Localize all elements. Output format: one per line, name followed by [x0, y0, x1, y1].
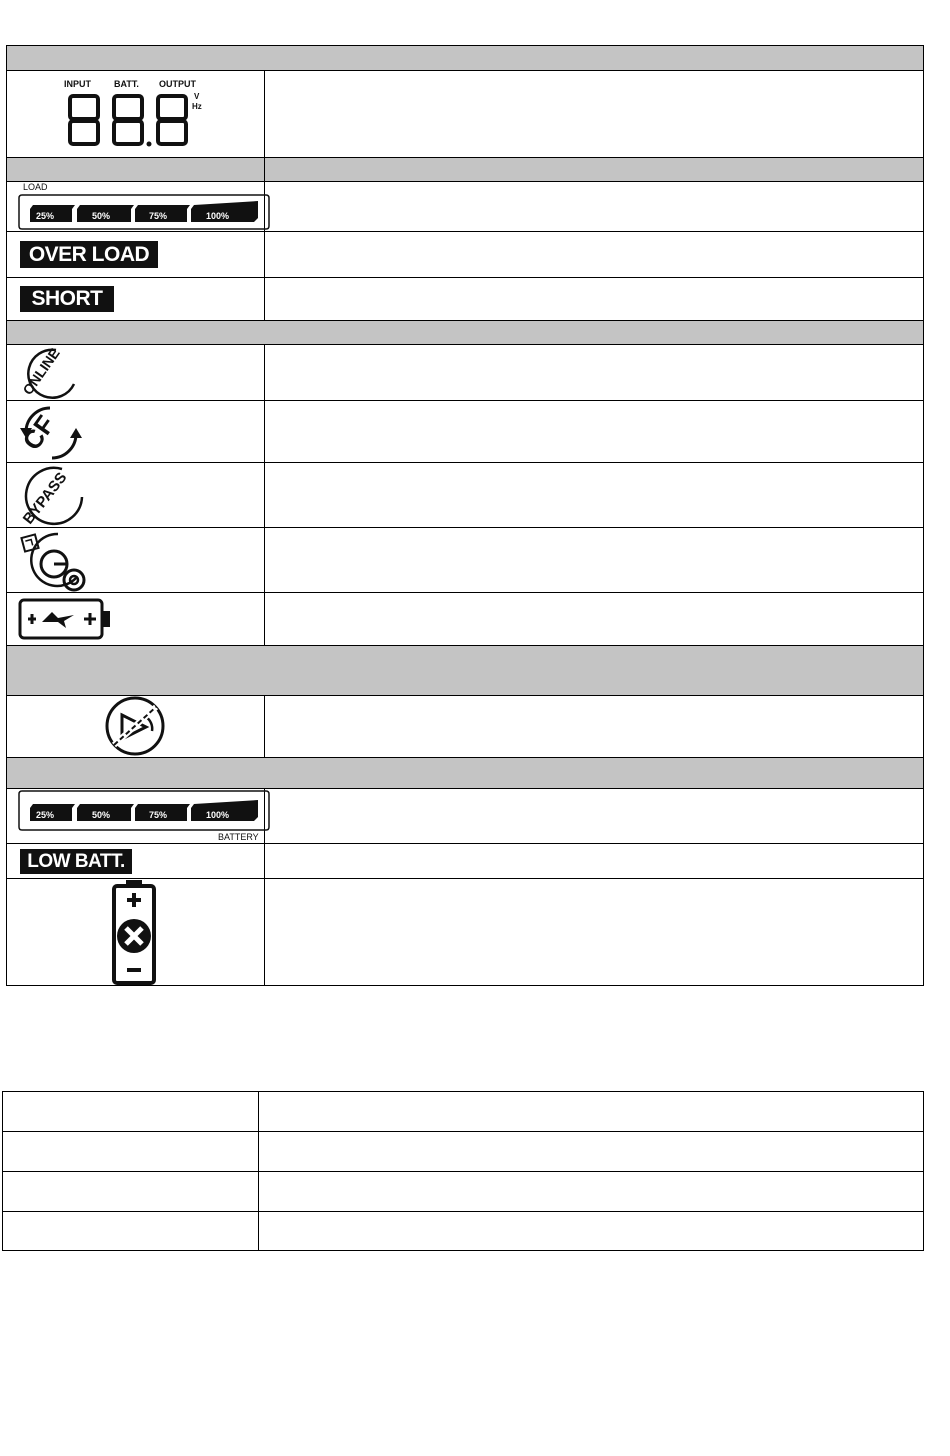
row-divider: [6, 320, 924, 321]
row-divider: [6, 592, 924, 593]
battery-segment-label: 100%: [206, 810, 230, 820]
section-header-band: [7, 46, 923, 70]
bypass-mode-icon: [16, 463, 88, 527]
over-load-indicator: OVER LOAD: [20, 241, 158, 268]
lcd-unit-v: V: [194, 92, 200, 101]
lcd-readout-icon: [56, 76, 216, 152]
row-divider: [6, 645, 924, 646]
cf-icon-label: CF: [16, 409, 61, 456]
battery-level-meter-icon: [18, 789, 270, 843]
load-segment-label: 50%: [92, 211, 111, 221]
low-battery-indicator: LOW BATT.: [20, 849, 132, 874]
row-divider: [6, 527, 924, 528]
row-divider: [2, 1131, 924, 1132]
load-segment-label: 75%: [149, 211, 168, 221]
load-segment-label: 100%: [206, 211, 230, 221]
column-divider: [264, 70, 265, 157]
lcd-output-label: OUTPUT: [159, 79, 196, 89]
converter-mode-icon: [16, 402, 88, 462]
short-circuit-indicator: SHORT: [20, 286, 114, 312]
online-icon-label: ONLINE: [19, 346, 63, 398]
row-divider: [6, 462, 924, 463]
lcd-batt-label: BATT.: [114, 79, 139, 89]
eco-mode-icon: [16, 528, 88, 592]
section-header-band: [7, 757, 923, 788]
section-header-band: [7, 645, 923, 695]
row-divider: [6, 277, 924, 278]
row-divider: [6, 157, 924, 158]
row-divider: [6, 344, 924, 345]
row-divider: [6, 231, 924, 232]
column-divider: [264, 344, 265, 645]
column-divider: [258, 1091, 259, 1251]
row-divider: [6, 843, 924, 844]
battery-segment-label: 50%: [92, 810, 111, 820]
battery-segment-label: 25%: [36, 810, 55, 820]
lcd-input-label: INPUT: [64, 79, 91, 89]
row-divider: [6, 757, 924, 758]
bypass-icon-label: BYPASS: [19, 469, 71, 527]
load-meter-label: LOAD: [23, 182, 48, 192]
battery-meter-label: BATTERY: [218, 832, 259, 842]
row-divider: [2, 1211, 924, 1212]
row-divider: [6, 70, 924, 71]
online-mode-icon: [16, 346, 82, 400]
row-divider: [6, 400, 924, 401]
row-divider: [2, 1171, 924, 1172]
battery-fault-icon: [108, 879, 160, 985]
battery-segment-label: 75%: [149, 810, 168, 820]
buzzer-mute-icon: [102, 695, 168, 757]
battery-charging-icon: [18, 598, 114, 640]
column-divider: [264, 695, 265, 757]
section-header-band: [7, 157, 923, 181]
load-segment-label: 25%: [36, 211, 55, 221]
section-header-band: [7, 320, 923, 344]
load-level-meter-icon: [18, 181, 270, 231]
lcd-unit-hz: Hz: [192, 102, 202, 111]
